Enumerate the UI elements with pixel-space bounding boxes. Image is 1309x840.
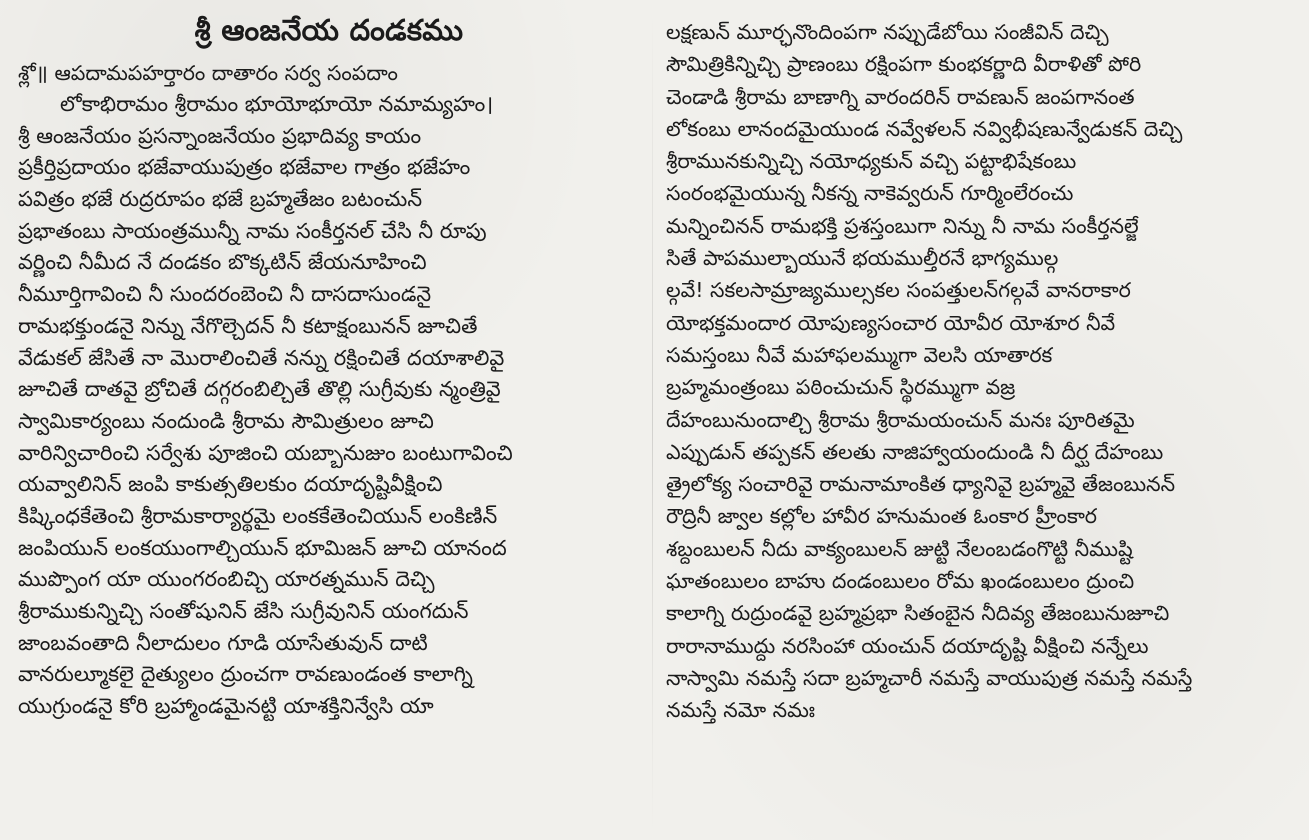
right-line: యోభక్తమందార యోపుణ్యసంచార యోవీర యోశూర నీవే bbox=[666, 310, 1116, 335]
right-line: సంరంభమైయున్న నీకన్న నాకెవ్వరున్ గూర్మింలేరంచు bbox=[666, 181, 1074, 206]
page-title: శ్రీ ఆంజనేయ దండకము bbox=[194, 13, 464, 47]
left-line: కిష్కింధకేతెంచి శ్రీరామకార్యార్థమై లంకకేతెంచియున్ లంకిణిన్ bbox=[18, 503, 498, 528]
left-line: శ్లో॥ ఆపదామపహర్తారం దాతారం సర్వ సంపదాం bbox=[18, 61, 398, 85]
left-line: జాంబవంతాది నీలాదులం గూడి యాసేతువున్ దాటి bbox=[18, 630, 428, 655]
right-line: కాలాగ్ని రుద్రుండవై బ్రహ్మప్రభా సితంబైన నీదివ్య తేజంబునుజూచి bbox=[666, 601, 1170, 626]
right-line: ఎప్పుడున్ తప్పకన్ తలతు నాజిహ్వాయందుండి నీ దీర్ఘ దేహంబు bbox=[666, 439, 1164, 464]
right-line: సితే పాపముల్బాయునే భయముల్తీరనే భాగ్యముల్గ bbox=[666, 246, 1059, 271]
left-line: రామభక్తుండనై నిన్ను నేగొల్చెదన్ నీ కటాక్షంబునన్ జూచితే bbox=[18, 313, 478, 338]
left-line: నీమూర్తిగావించి నీ సుందరంబెంచి నీ దాసదాసుండనై bbox=[18, 282, 432, 307]
left-line: ముప్పొంగ యా యుంగరంబిచ్చి యారత్నమున్ దెచ్చి bbox=[18, 567, 435, 592]
left-line: యుగ్రుండనై కోరి బ్రహ్మాండమైనట్టి యాశక్తినిన్వేసి యా bbox=[18, 694, 434, 719]
left-line: పవిత్రం భజే రుద్రరూపం భజే బ్రహ్మతేజం బటంచున్ bbox=[18, 187, 423, 212]
right-line: త్రైలోక్య సంచారివై రామనామాంకిత ధ్యానివై బ్రహ్మవై తేజంబునన్ bbox=[666, 472, 1176, 497]
left-line: జూచితే దాతవై బ్రోచితే దగ్గరంబిల్చితే తొల్లి సుగ్రీవుకు న్మంత్రివై bbox=[18, 377, 501, 402]
right-line: మన్నించినన్ రామభక్తి ప్రశస్తంబుగా నిన్ను నీ నామ సంకీర్తనల్జే bbox=[666, 213, 1139, 238]
right-line: సౌమిత్రికిన్నిచ్చి ప్రాణంబు రక్షింపగా కుంభకర్ణాది వీరాళితో పోరి bbox=[666, 52, 1142, 77]
right-line: ల్గవే! సకలసామ్రాజ్యముల్సకల సంపత్తులన్‌గల్గవే వానరాకార bbox=[666, 278, 1131, 303]
left-line: వర్ణించి నీమీద నే దండకం బొక్కటిన్ జేయనూహించి bbox=[18, 250, 427, 275]
left-line: వేడుకల్ జేసితే నా మొరాలించితే నన్ను రక్షించితే దయాశాలివై bbox=[18, 345, 505, 370]
left-line: ప్రభాతంబు సాయంత్రమున్నీ నామ సంకీర్తనల్ చేసి నీ రూపు bbox=[18, 218, 487, 243]
left-line: యవ్వాలినిన్ జంపి కాకుత్సతిలకుం దయాదృష్టివీక్షించి bbox=[18, 472, 443, 497]
right-line: చెండాడి శ్రీరామ బాణాగ్ని వారందరిన్ రావణున్ జంపగానంత bbox=[666, 84, 1135, 109]
left-line: శ్రీ ఆంజనేయం ప్రసన్నాంజనేయం ప్రభాదివ్య కాయం bbox=[18, 123, 422, 148]
right-line: రారానాముద్దు నరసింహా యంచున్ దయాదృష్టి వీక్షించి నన్నేలు bbox=[666, 633, 1149, 658]
right-line: లోకంబు లానందమైయుండ నవ్వేళలన్ నవ్విభీషణున్వేడుకన్ దెచ్చి bbox=[666, 116, 1183, 141]
left-line: జంపియున్ లంకయుంగాల్చియున్ భూమిజన్ జూచి యానంద bbox=[18, 535, 507, 560]
right-line: నాస్వామి నమస్తే సదా బ్రహ్మచారీ నమస్తే వాయుపుత్ర నమస్తే నమస్తే bbox=[666, 665, 1193, 690]
column-divider bbox=[652, 14, 653, 834]
left-line: శ్రీరాముకున్నిచ్చి సంతోషునిన్ జేసి సుగ్రీవునిన్ యంగదున్ bbox=[18, 599, 469, 623]
right-line: రౌద్రినీ జ్వాల కల్లోల హావీర హనుమంత ఓంకార హ్రీంకార bbox=[666, 504, 1098, 529]
left-line: స్వామికార్యంబు నందుండి శ్రీరామ సౌమిత్రులం జూచి bbox=[18, 408, 434, 433]
left-column bbox=[18, 0, 640, 840]
right-line: లక్షణున్ మూర్ఛనొందింపగా నప్పుడేబోయి సంజీవిన్ దెచ్చి bbox=[666, 20, 1109, 44]
left-line: వారిన్విచారించి సర్వేశు పూజించి యబ్బానుజుం బంటుగావించి bbox=[18, 440, 513, 465]
right-line: శబ్దంబులన్ నీదు వాక్యంబులన్ జుట్టి నేలంబడంగొట్టి నీముష్టి bbox=[666, 536, 1133, 561]
right-line: నమస్తే నమో నమః bbox=[666, 698, 815, 723]
right-line: దేహంబునుందాల్చి శ్రీరామ శ్రీరామయంచున్ మనః పూరితమై bbox=[666, 407, 1135, 432]
right-line: బ్రహ్మమంత్రంబు పఠించుచున్ స్థిరమ్ముగా వజ్ర bbox=[666, 375, 1016, 400]
right-line: శ్రీరామునకున్నిచ్చి నయోధ్యకున్ వచ్చి పట్టాభిషేకంబు bbox=[666, 149, 1077, 174]
right-line: ఘాతంబులం బాహు దండంబులం రోమ ఖండంబులం ద్రుంచి bbox=[666, 569, 1135, 594]
right-column bbox=[666, 0, 1298, 840]
right-line: సమస్తంబు నీవే మహాఫలమ్ముగా వెలసి యాతారక bbox=[666, 342, 1053, 367]
left-line: లోకాభిరామం శ్రీరామం భూయోభూయో నమామ్యహం। bbox=[60, 92, 494, 116]
left-line: వానరుల్మూకలై దైత్యులం ద్రుంచగా రావణుండంత కాలాగ్ని bbox=[18, 662, 473, 687]
left-line: ప్రకీర్తిప్రదాయం భజేవాయుపుత్రం భజేవాల గాత్రం భజేహం bbox=[18, 155, 471, 180]
